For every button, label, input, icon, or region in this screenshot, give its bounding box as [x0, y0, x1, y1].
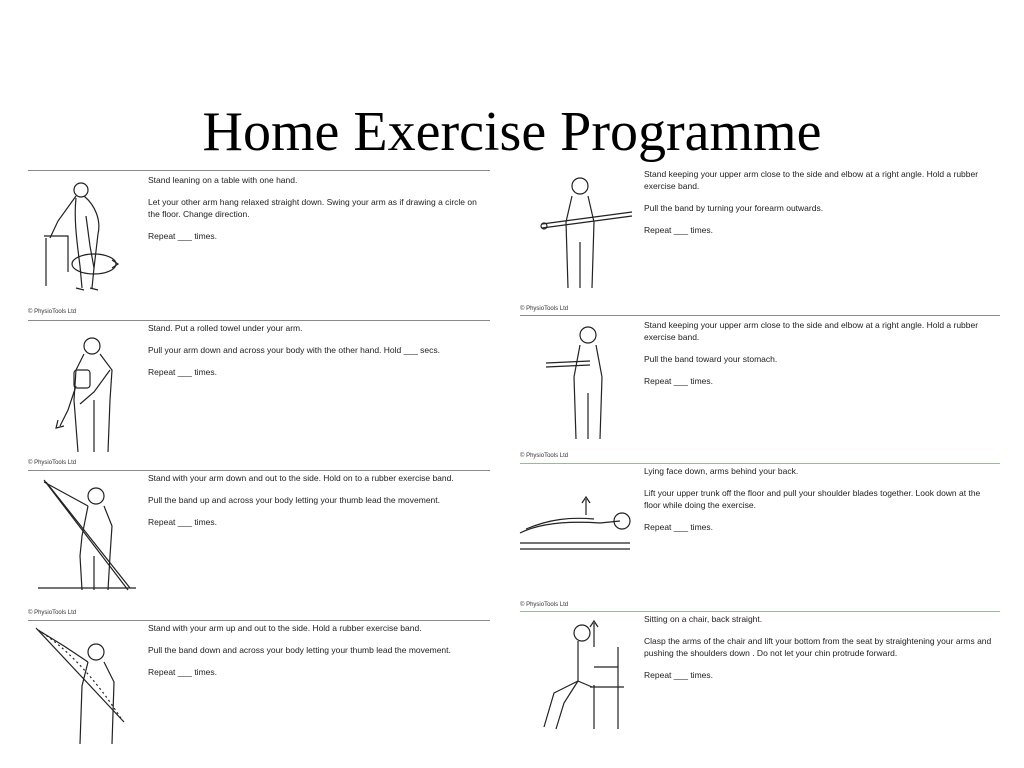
exercise-text-7 [644, 465, 994, 543]
exercise-instruction: Pull the band down and across your body letting your thumb lead the movement. [148, 645, 451, 655]
copyright-notice: © PhysioTools Ltd [28, 309, 77, 315]
exercise-text-1 [148, 174, 488, 252]
band-diagonal-up-figure [36, 476, 146, 594]
exercise-instruction: Pull the band up and across your body letting your thumb lead the movement. [148, 495, 441, 505]
prone-trunk-lift-figure [520, 493, 638, 557]
exercise-card-pendulum [28, 170, 490, 315]
exercise-repeat: Repeat ___ times. [644, 225, 713, 235]
exercise-instruction: Stand leaning on a table with one hand. [148, 175, 298, 185]
exercise-text-6 [644, 319, 994, 397]
exercise-instruction: Stand keeping your upper arm close to the side and elbow at a right angle. Hold a rubber exercise band. [644, 320, 979, 342]
pendulum-exercise-figure [36, 176, 146, 296]
exercise-card-band-up [28, 470, 490, 618]
exercise-instruction: Lift your upper trunk off the floor and pull your shoulder blades together. Look down at the floor while doing the exercise. [644, 488, 981, 510]
exercise-repeat: Repeat ___ times. [644, 670, 713, 680]
chair-press-up-figure [534, 617, 634, 735]
exercise-card-internal-rotation [520, 315, 1000, 463]
exercise-text-8 [644, 613, 994, 691]
exercise-instruction: Pull your arm down and across your body with the other hand. Hold ___ secs. [148, 345, 440, 355]
exercise-card-chair-press [520, 611, 1000, 741]
exercise-instruction: Pull the band toward your stomach. [644, 354, 778, 364]
copyright-notice: © PhysioTools Ltd [520, 602, 569, 608]
exercise-text-2 [148, 322, 488, 388]
exercise-repeat: Repeat ___ times. [148, 231, 217, 241]
copyright-notice: © PhysioTools Ltd [28, 460, 77, 466]
exercise-instruction: Stand with your arm up and out to the side. Hold a rubber exercise band. [148, 623, 422, 633]
copyright-notice: © PhysioTools Ltd [520, 453, 569, 459]
exercise-instruction: Stand keeping your upper arm close to the side and elbow at a right angle. Hold a rubber exercise band. [644, 169, 979, 191]
exercise-card-prone-lift [520, 463, 1000, 611]
exercise-instruction: Pull the band by turning your forearm outwards. [644, 203, 824, 213]
divider [28, 170, 490, 171]
exercise-repeat: Repeat ___ times. [148, 667, 217, 677]
divider [28, 620, 490, 621]
external-rotation-figure [536, 172, 636, 288]
exercise-repeat: Repeat ___ times. [148, 367, 217, 377]
exercise-repeat: Repeat ___ times. [644, 376, 713, 386]
divider [520, 315, 1000, 316]
exercise-instruction: Sitting on a chair, back straight. [644, 614, 763, 624]
divider [28, 320, 490, 321]
internal-rotation-figure [546, 321, 636, 441]
copyright-notice: © PhysioTools Ltd [28, 610, 77, 616]
copyright-notice: © PhysioTools Ltd [520, 306, 569, 312]
exercise-instruction: Lying face down, arms behind your back. [644, 466, 799, 476]
exercise-card-band-down [28, 620, 490, 746]
divider [28, 470, 490, 471]
exercise-repeat: Repeat ___ times. [148, 517, 217, 527]
exercise-instruction: Stand with your arm down and out to the side. Hold on to a rubber exercise band. [148, 473, 454, 483]
divider [520, 611, 1000, 612]
exercise-text-5 [644, 168, 994, 246]
exercise-text-3 [148, 472, 488, 538]
exercise-card-towel [28, 320, 490, 468]
exercise-card-external-rotation [520, 166, 1000, 314]
exercise-instruction: Stand. Put a rolled towel under your arm. [148, 323, 303, 333]
exercise-instruction: Let your other arm hang relaxed straight down. Swing your arm as if drawing a circle on the floor. Change direction. [148, 197, 477, 219]
divider [520, 463, 1000, 464]
page-title: Home Exercise Programme [202, 101, 822, 163]
towel-stretch-figure [54, 330, 144, 452]
exercise-instruction: Clasp the arms of the chair and lift your bottom from the seat by straightening your arms and pushing the shoulders down . Do not let your chin protrude forward. [644, 636, 992, 658]
exercise-repeat: Repeat ___ times. [644, 522, 713, 532]
band-diagonal-down-figure [34, 626, 144, 744]
exercise-text-4 [148, 622, 488, 688]
